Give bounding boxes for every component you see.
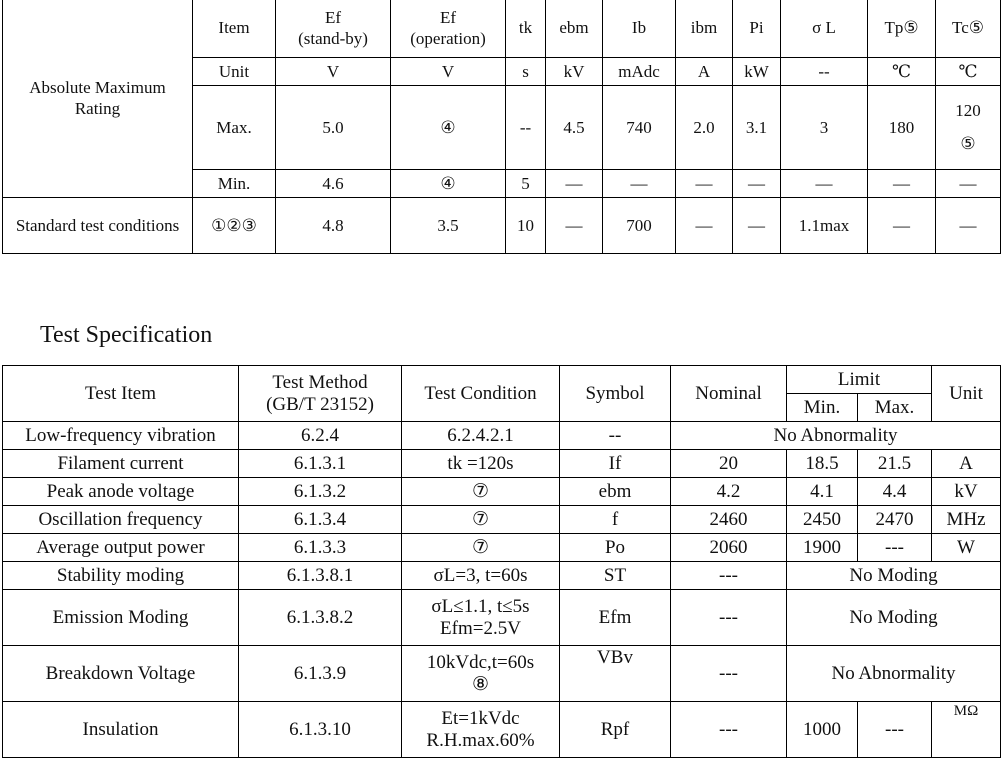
cell-item: Oscillation frequency [3, 506, 239, 534]
abs-cell: Pi [733, 0, 781, 58]
abs-cell: 3 [781, 86, 868, 170]
cell-method: 6.1.3.3 [239, 534, 402, 562]
cell-min: 2450 [787, 506, 858, 534]
abs-cell: kW [733, 58, 781, 86]
abs-cell: — [676, 170, 733, 198]
abs-cell: — [546, 198, 603, 254]
abs-cell: 740 [603, 86, 676, 170]
abs-cell: 3.1 [733, 86, 781, 170]
section-title: Test Specification [40, 322, 213, 348]
abs-cell: 1.1max [781, 198, 868, 254]
abs-std-label: Standard test conditions [3, 198, 193, 254]
abs-group-label: Absolute Maximum Rating [3, 0, 193, 198]
cell-nominal: --- [671, 702, 787, 758]
cell-condition: 6.2.4.2.1 [402, 422, 560, 450]
header-nominal: Nominal [671, 366, 787, 422]
cell-condition: tk =120s [402, 450, 560, 478]
cell-unit: A [932, 450, 1001, 478]
abs-cell: mAdc [603, 58, 676, 86]
cell-item: Breakdown Voltage [3, 646, 239, 702]
abs-cell: — [868, 198, 936, 254]
cell-merged-result: No Abnormality [787, 646, 1001, 702]
cell-method: 6.1.3.8.1 [239, 562, 402, 590]
cell-max: 2470 [858, 506, 932, 534]
table-row [3, 534, 1001, 562]
cell-nominal: --- [671, 646, 787, 702]
header-limit: Limit [787, 366, 932, 394]
cell-method: 6.1.3.9 [239, 646, 402, 702]
cell-item: Low-frequency vibration [3, 422, 239, 450]
abs-cell: 2.0 [676, 86, 733, 170]
abs-cell: 700 [603, 198, 676, 254]
table-row [3, 450, 1001, 478]
cell-max: 4.4 [858, 478, 932, 506]
abs-cell: — [936, 170, 1001, 198]
abs-cell: 120 ⑤ [936, 86, 1001, 170]
abs-cell: 5.0 [276, 86, 391, 170]
cell-nominal: 2460 [671, 506, 787, 534]
abs-cell: ibm [676, 0, 733, 58]
cell-nominal: 2060 [671, 534, 787, 562]
table-row [3, 590, 1001, 646]
cell-item: Stability moding [3, 562, 239, 590]
cell-symbol: Po [560, 534, 671, 562]
abs-header-row [3, 0, 1001, 58]
cell-symbol: Rpf [560, 702, 671, 758]
cell-unit: MΩ [932, 702, 1001, 758]
cell-max: --- [858, 702, 932, 758]
abs-cell: — [781, 170, 868, 198]
cell-symbol: VBv [560, 646, 671, 702]
abs-cell: Min. [193, 170, 276, 198]
abs-cell: Ef (operation) [391, 0, 506, 58]
abs-cell: ④ [391, 170, 506, 198]
abs-cell: ℃ [868, 58, 936, 86]
cell-item: Filament current [3, 450, 239, 478]
abs-cell: — [546, 170, 603, 198]
cell-symbol: ebm [560, 478, 671, 506]
header-test-condition: Test Condition [402, 366, 560, 422]
cell-method: 6.1.3.10 [239, 702, 402, 758]
cell-method: 6.1.3.8.2 [239, 590, 402, 646]
table-row [3, 506, 1001, 534]
cell-merged-result: No Moding [787, 562, 1001, 590]
abs-cell: Max. [193, 86, 276, 170]
cell-symbol: f [560, 506, 671, 534]
cell-nominal: --- [671, 562, 787, 590]
table-row [3, 478, 1001, 506]
abs-cell: 5 [506, 170, 546, 198]
cell-item: Peak anode voltage [3, 478, 239, 506]
test-specification-table [2, 365, 1001, 758]
header-unit: Unit [932, 366, 1001, 422]
cell-merged-result: No Abnormality [671, 422, 1001, 450]
cell-unit: W [932, 534, 1001, 562]
abs-cell: -- [781, 58, 868, 86]
cell-merged-result: No Moding [787, 590, 1001, 646]
cell-nominal: --- [671, 590, 787, 646]
table-row [3, 646, 1001, 702]
cell-nominal: 4.2 [671, 478, 787, 506]
abs-cell: 4.6 [276, 170, 391, 198]
cell-symbol: If [560, 450, 671, 478]
abs-std-row [3, 198, 1001, 254]
header-test-method: Test Method (GB/T 23152) [239, 366, 402, 422]
abs-cell: -- [506, 86, 546, 170]
abs-cell: Ib [603, 0, 676, 58]
abs-cell: ④ [391, 86, 506, 170]
table-row [3, 562, 1001, 590]
cell-item: Average output power [3, 534, 239, 562]
abs-cell: — [733, 170, 781, 198]
abs-cell: 10 [506, 198, 546, 254]
abs-cell: Tc⑤ [936, 0, 1001, 58]
cell-symbol: Efm [560, 590, 671, 646]
abs-cell: — [936, 198, 1001, 254]
cell-condition: ⑦ [402, 534, 560, 562]
cell-method: 6.1.3.4 [239, 506, 402, 534]
cell-max: --- [858, 534, 932, 562]
cell-min: 1000 [787, 702, 858, 758]
cell-unit: kV [932, 478, 1001, 506]
abs-cell: tk [506, 0, 546, 58]
abs-cell: ①②③ [193, 198, 276, 254]
cell-condition: Et=1kVdc R.H.max.60% [402, 702, 560, 758]
cell-condition: 10kVdc,t=60s ⑧ [402, 646, 560, 702]
abs-cell: 3.5 [391, 198, 506, 254]
header-min: Min. [787, 394, 858, 422]
abs-cell: ℃ [936, 58, 1001, 86]
abs-cell: s [506, 58, 546, 86]
cell-min: 18.5 [787, 450, 858, 478]
abs-cell: 4.5 [546, 86, 603, 170]
abs-cell: — [868, 170, 936, 198]
header-max: Max. [858, 394, 932, 422]
cell-unit: MHz [932, 506, 1001, 534]
cell-condition: ⑦ [402, 506, 560, 534]
cell-method: 6.1.3.1 [239, 450, 402, 478]
abs-cell: V [391, 58, 506, 86]
cell-condition: σL=3, t=60s [402, 562, 560, 590]
abs-cell: Ef (stand-by) [276, 0, 391, 58]
cell-condition: ⑦ [402, 478, 560, 506]
cell-min: 1900 [787, 534, 858, 562]
abs-cell: 180 [868, 86, 936, 170]
cell-symbol: ST [560, 562, 671, 590]
cell-symbol: -- [560, 422, 671, 450]
abs-cell: ebm [546, 0, 603, 58]
abs-cell: Item [193, 0, 276, 58]
cell-method: 6.1.3.2 [239, 478, 402, 506]
abs-cell: kV [546, 58, 603, 86]
cell-method: 6.2.4 [239, 422, 402, 450]
cell-condition: σL≤1.1, t≤5s Efm=2.5V [402, 590, 560, 646]
abs-cell: V [276, 58, 391, 86]
table-row [3, 702, 1001, 758]
cell-min: 4.1 [787, 478, 858, 506]
abs-cell: A [676, 58, 733, 86]
abs-cell: σ L [781, 0, 868, 58]
abs-cell: — [676, 198, 733, 254]
abs-cell: — [603, 170, 676, 198]
abs-cell: Tp⑤ [868, 0, 936, 58]
spec-header-row [3, 366, 1001, 394]
cell-nominal: 20 [671, 450, 787, 478]
cell-max: 21.5 [858, 450, 932, 478]
cell-item: Emission Moding [3, 590, 239, 646]
table-row [3, 422, 1001, 450]
header-test-item: Test Item [3, 366, 239, 422]
abs-cell: — [733, 198, 781, 254]
header-symbol: Symbol [560, 366, 671, 422]
abs-cell: Unit [193, 58, 276, 86]
abs-cell: 4.8 [276, 198, 391, 254]
absolute-maximum-rating-table [2, 0, 1001, 254]
cell-item: Insulation [3, 702, 239, 758]
